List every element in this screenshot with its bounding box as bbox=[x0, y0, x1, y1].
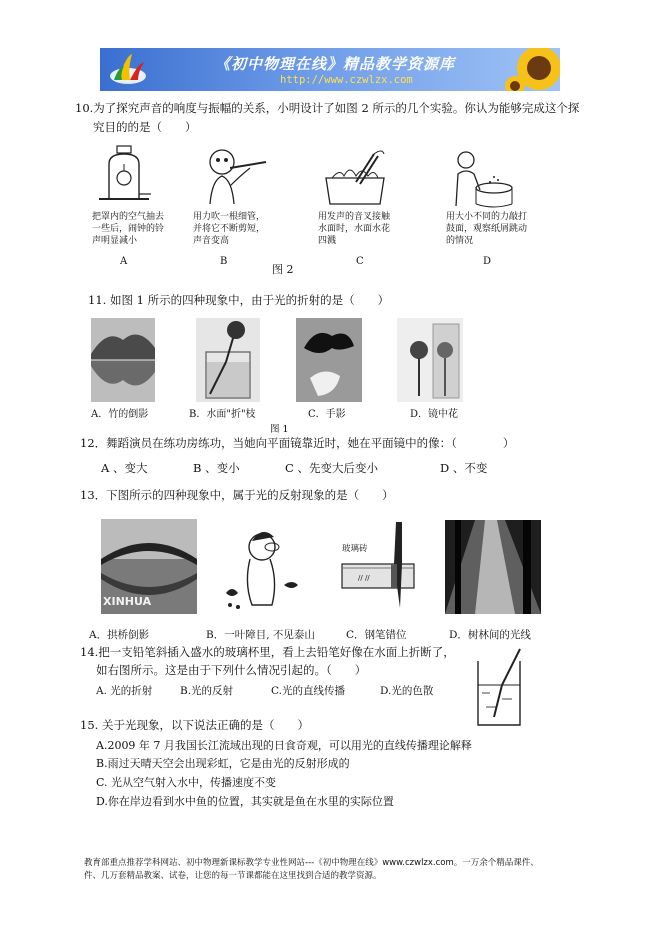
q10-caption-b: 用力吹一根细管， 并将它不断剪短， 声音变高 bbox=[193, 212, 266, 246]
q13-caption-a: A．拱桥倒影 bbox=[89, 629, 150, 641]
q13-caption-d: D．树林间的光线 bbox=[449, 629, 531, 641]
q10-figure-c-tuning-fork bbox=[322, 148, 388, 208]
q13-stem: 13．下图所示的四种现象中，属于光的反射现象的是（ ） bbox=[80, 488, 394, 502]
glass-brick-label: 玻璃砖 bbox=[342, 544, 368, 554]
q13-figure-b-leaf-over-eye bbox=[222, 523, 310, 613]
q15-option-d: D.你在岸边看到水中鱼的位置，其实就是鱼在水里的实际位置 bbox=[96, 795, 394, 808]
q14-option-a: A. 光的折射 bbox=[96, 685, 153, 697]
q13-figure-c-glass-brick bbox=[334, 520, 420, 612]
q14-option-b: B.光的反射 bbox=[180, 685, 234, 697]
banner-title: 《初中物理在线》精品教学资源库 bbox=[215, 55, 456, 73]
q13-photo-d-forest-light bbox=[445, 520, 541, 614]
q11-caption-d: D．镜中花 bbox=[410, 409, 459, 420]
q11-caption-b: B．水面"折"枝 bbox=[189, 409, 256, 420]
logo bbox=[108, 52, 148, 86]
q11-caption-a: A．竹的倒影 bbox=[91, 409, 149, 420]
q14-stem-line2: 如右图所示。这是由于下列什么情况引起的。（ ） bbox=[96, 663, 367, 677]
footer-line1: 教育部重点推荐学科网站、初中物理新课标教学专业性网站---《初中物理在线》www.czwlzx.com。一万余个精品课件、 bbox=[84, 858, 539, 868]
q11-photo-a-bamboo-reflection bbox=[91, 318, 155, 402]
q10-caption-d: 用大小不同的力敲打 鼓面，观察纸屑跳动 的情况 bbox=[446, 212, 528, 246]
q14-option-d: D.光的色散 bbox=[380, 685, 434, 697]
q10-letter-a: A bbox=[120, 256, 128, 267]
q10-stem-line2: 究目的的是（ ） bbox=[93, 120, 197, 134]
q10-figure-b-blowing-tube bbox=[200, 146, 272, 206]
q11-photo-d-mirror-flower bbox=[397, 318, 463, 402]
q15-option-a: A.2009 年 7 月我国长江流域出现的日食奇观，可以用光的直线传播理论解释 bbox=[96, 739, 472, 752]
q11-photo-c-hand-shadow bbox=[296, 318, 362, 402]
q11-photo-b-bent-branch bbox=[196, 318, 260, 402]
q10-letter-c: C bbox=[356, 256, 364, 267]
banner-url: http://www.czwlzx.com bbox=[280, 74, 413, 86]
q14-stem-line1: 14.把一支铅笔斜插入盛水的玻璃杯里，看上去铅笔好像在水面上折断了， bbox=[80, 645, 455, 659]
q15-option-c: C. 光从空气射入水中，传播速度不变 bbox=[96, 776, 277, 789]
sunflower-decoration bbox=[505, 48, 560, 91]
q10-letter-b: B bbox=[220, 256, 228, 267]
q11-figure-label: 图 1 bbox=[270, 424, 289, 435]
q12-option-b: B 、变小 bbox=[193, 461, 240, 475]
q14-option-c: C.光的直线传播 bbox=[271, 685, 345, 697]
q11-caption-c: C．手影 bbox=[308, 409, 346, 420]
q13-photo-a-arch-bridge bbox=[101, 519, 197, 614]
q10-stem-line1: 10.为了探究声音的响度与振幅的关系，小明设计了如图 2 所示的几个实验。你认为能够完成这个探 bbox=[75, 101, 580, 115]
q10-letter-d: D bbox=[483, 256, 492, 267]
svg-text:// //: // // bbox=[358, 574, 370, 582]
q12-stem: 12．舞蹈演员在练功房练功，当她向平面镜靠近时，她在平面镜中的像：（ ） bbox=[80, 436, 515, 450]
q15-stem: 15. 关于光现象，以下说法正确的是（ ） bbox=[80, 718, 309, 732]
q15-option-b: B.雨过天晴天空会出现彩虹，它是由光的反射形成的 bbox=[96, 757, 350, 770]
q10-caption-a: 把罩内的空气抽去 一些后，闹钟的铃 声明显减小 bbox=[92, 212, 165, 246]
q10-caption-c: 用发声的音叉接触 水面时，水面水花 四溅 bbox=[318, 212, 391, 246]
header-banner bbox=[100, 48, 560, 91]
q10-figure-label: 图 2 bbox=[272, 263, 294, 276]
xinhua-watermark: XINHUA bbox=[103, 595, 152, 608]
q14-figure-pencil-in-glass bbox=[472, 647, 526, 729]
q12-option-a: A 、变大 bbox=[101, 461, 148, 475]
q10-figure-a-bell-jar bbox=[95, 144, 155, 206]
q11-stem: 11. 如图 1 所示的四种现象中，由于光的折射的是（ ） bbox=[88, 293, 390, 307]
footer-line2: 件、几万套精品教案、试卷，让您的每一节课都能在这里找到合适的教学资源。 bbox=[84, 871, 382, 881]
q12-option-c: C 、先变大后变小 bbox=[285, 461, 378, 475]
q13-caption-c: C．钢笔错位 bbox=[346, 629, 407, 641]
q12-option-d: D 、不变 bbox=[440, 461, 488, 475]
q10-figure-d-drum bbox=[450, 150, 514, 208]
q13-caption-b: B．一叶障目, 不见泰山 bbox=[206, 629, 315, 641]
